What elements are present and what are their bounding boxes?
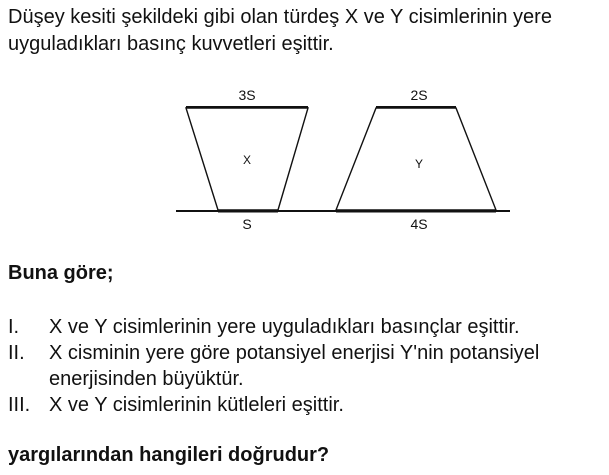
statement-list bbox=[8, 314, 606, 418]
y-top-label: 2S bbox=[410, 87, 428, 103]
y-body-label: Y bbox=[414, 157, 424, 171]
intro-text: Düşey kesiti şekildeki gibi olan türdeş X ve Y cisimlerinin yere uyguladıkları basınç kuvvetleri eşittir. bbox=[8, 6, 552, 55]
statement-item bbox=[8, 340, 606, 392]
heading: Buna göre; bbox=[8, 262, 114, 284]
question-text: yargılarından hangileri doğrudur? bbox=[8, 444, 330, 466]
statement-number: III. bbox=[8, 394, 31, 416]
statement-text: X ve Y cisimlerinin yere uyguladıkları basınçlar eşittir. bbox=[49, 316, 520, 338]
x-top-label: 3S bbox=[238, 87, 256, 103]
figure-diagram bbox=[0, 78, 609, 238]
statement-item bbox=[8, 392, 606, 418]
statement-number: II. bbox=[8, 342, 25, 364]
y-bottom-label: 4S bbox=[410, 216, 428, 232]
x-bottom-label: S bbox=[242, 216, 252, 232]
statement-item bbox=[8, 314, 606, 340]
x-body-label: X bbox=[242, 153, 252, 167]
statement-text: X ve Y cisimlerinin kütleleri eşittir. bbox=[49, 394, 344, 416]
statement-text: X cisminin yere göre potansiyel enerjisi Y'nin potansiyel enerjisinden büyüktür. bbox=[49, 342, 540, 390]
statement-number: I. bbox=[8, 316, 20, 338]
